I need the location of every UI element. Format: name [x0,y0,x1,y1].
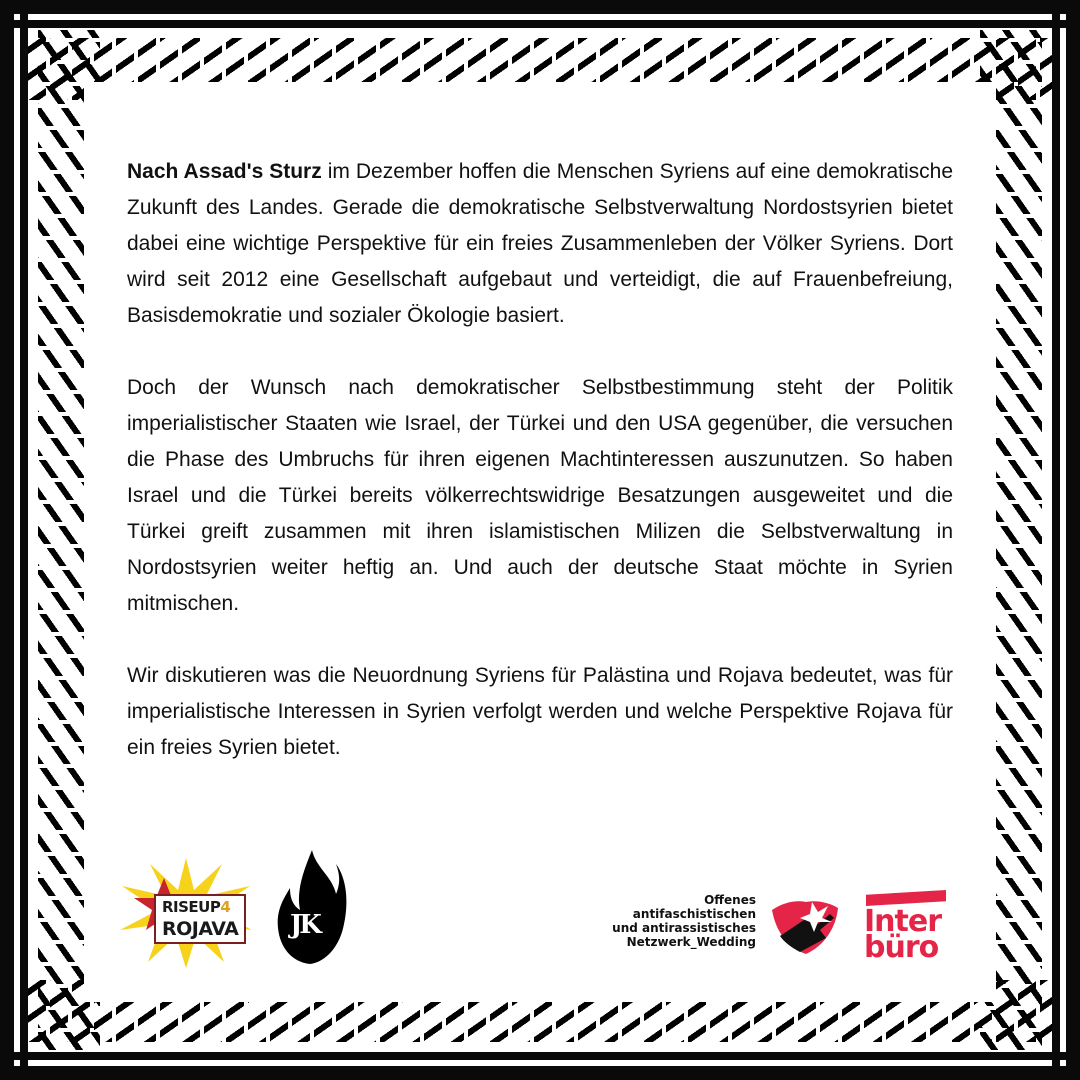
offenes-line4: Netzwerk_Wedding [626,935,756,949]
offenes-line1: Offenes [704,893,756,907]
interbuero-line1: Inter [864,904,942,939]
intro-bold: Nach Assad's Sturz [127,160,322,183]
frame-inner-top [14,20,1066,28]
riseup-word: RISEUP [162,898,221,916]
frame-outer-bottom [0,1066,1080,1080]
riseup-line1 [162,898,230,916]
frame-outer-left [0,0,14,1080]
frame-inner-right [1052,14,1060,1066]
frame-outer-right [1066,0,1080,1080]
frame-inner-left [20,14,28,1066]
jk-letters: JK [290,910,319,940]
paragraph-politics: Doch der Wunsch nach demokratischer Selbstbestimmung steht der Politik imperialistischer Staaten wie Israel, der Türkei und den USA gegenüber, die versuchen die Phase des Umbruchs für ihren eigenen Machtinteressen auszunutzen. So haben Israel und die Türkei bereits völkerrechtswidrige Besatzungen ausgeweitet und die Türkei greift zusammen mit ihren islamistischen Milizen die Selbstverwaltung in Nordostsyrien weiter heftig an. Und auch der deutsche Staat möchte in Syrien mitmischen. [127,376,953,615]
offenes-netzwerk-wedding-logo [596,893,756,949]
riseup4rojava-logo [118,856,254,968]
interbuero-line2: büro [864,930,939,965]
offenes-line3: und antirassistisches [612,921,756,935]
jk-flame-logo [276,850,348,966]
antifa-emblem-logo [770,896,840,958]
flame-icon [276,850,348,966]
riseup-line2: ROJAVA [162,918,239,940]
riseup-number: 4 [220,898,231,916]
frame-outer-top [0,0,1080,14]
interbuero-logo [862,890,954,968]
paragraph-intro [127,154,953,334]
offenes-line2: antifaschistischen [632,907,756,921]
riseup-label-box [154,894,246,944]
paragraph-discussion: Wir diskutieren was die Neuordnung Syriens für Palästina und Rojava bedeutet, was für imperialistische Interessen in Syrien verfolgt werden und welche Perspektive Rojava für ein freies Syrien bietet. [127,664,953,759]
frame-inner-bottom [14,1052,1066,1060]
antifa-emblem-icon [770,896,840,958]
article-text [127,154,953,802]
intro-text: im Dezember hoffen die Menschen Syriens auf eine demokratische Zukunft des Landes. Gerade die demokratische Selbstverwaltung Nordostsyrien bietet dabei eine wichtige Perspektive für ein freies Zusammenleben der Völker Syriens. Dort wird seit 2012 eine Gesellschaft aufgebaut und verteidigt, die auf Frauenbefreiung, Basisdemokratie und sozialer Ökologie basiert. [127,160,953,327]
